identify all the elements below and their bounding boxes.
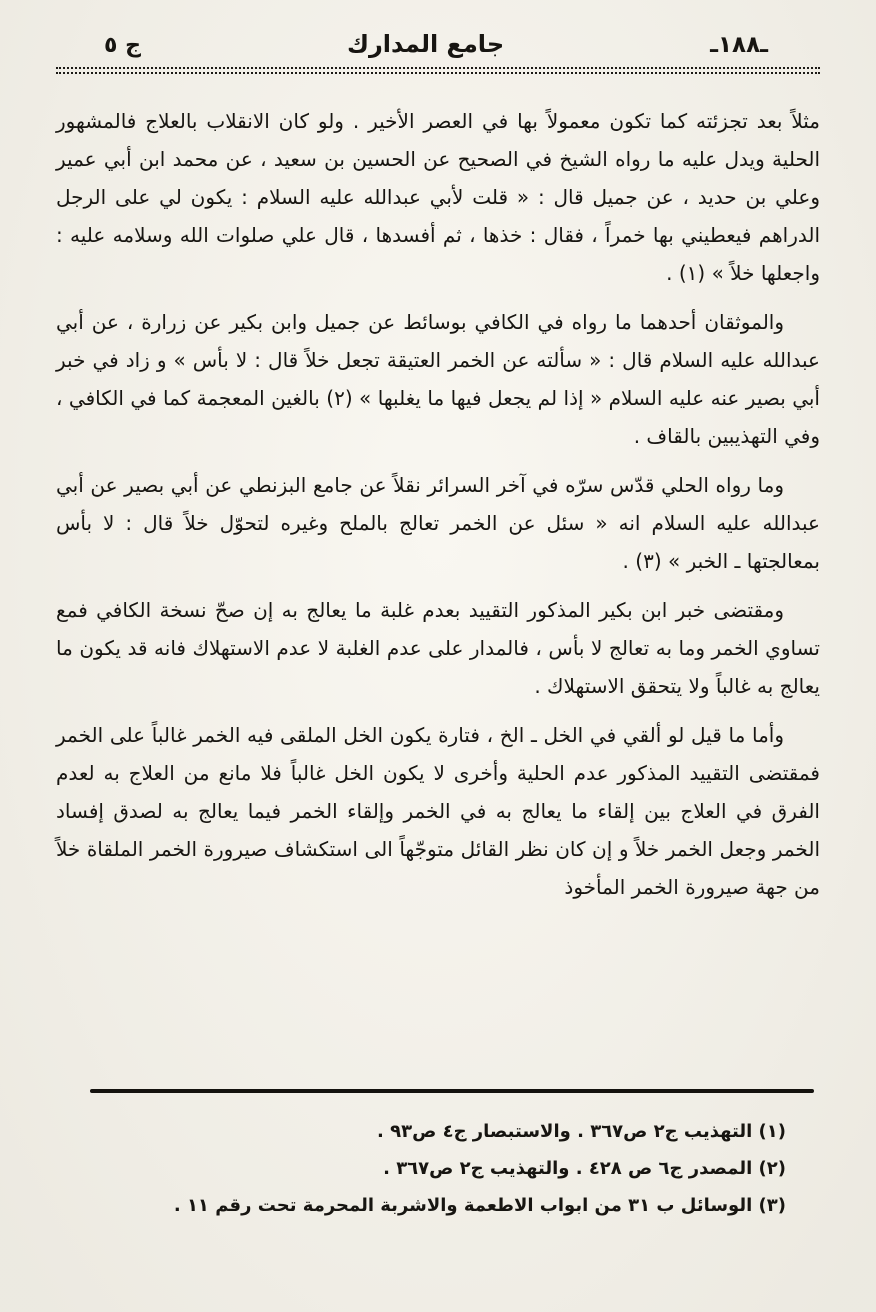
page-body xyxy=(56,102,820,917)
footnote-separator-rule xyxy=(90,1089,814,1093)
header-double-rule xyxy=(56,67,820,74)
page-number: ـ١٨٨ـ xyxy=(710,32,768,58)
volume-label: ج ٥ xyxy=(104,33,141,58)
paragraph-3: وما رواه الحلي قدّس سرّه في آخر السرائر نقلاً عن جامع البزنطي عن أبي بصير عن أبي عبدالله عليه السلام انه « سئل عن الخمر تعالج بالملح وغيره لتحوّل خلاً قال : لا بأس بمعالجتها ـ الخبر » (٣) . xyxy=(56,473,820,573)
book-title: جامع المدارك xyxy=(346,30,505,58)
page-header xyxy=(56,30,820,58)
footnote-1: (١) التهذيب ج٢ ص٣٦٧ . والاستبصار ج٤ ص٩٣ . xyxy=(376,1121,786,1142)
footnote-block xyxy=(56,1089,820,1312)
paragraph-5: وأما ما قيل لو ألقي في الخل ـ الخ ، فتارة يكون الخل الملقى فيه الخمر غالباً على الخمر فمقتضى التقييد المذكور عدم الحلية وأخرى لا يكون الخل غالباً فلا مانع من العلاج به لعدم الفرق في العلاج بين إلقاء ما يعالج به في الخمر وإلقاء الخمر فيما يعالج به لصدق إفساد الخمر وجعل الخمر خلاً و إن كان نظر القائل متوجّهاً الى استكشاف صيرورة الخمر الملقاة خلاً من جهة صيرورة الخمر المأخوذ xyxy=(56,723,820,899)
paragraph-2: والموثقان أحدهما ما رواه في الكافي بوسائط عن جميل وابن بكير عن زرارة ، عن أبي عبدالله عليه السلام قال : « سألته عن الخمر العتيقة تجعل خلاً قال : لا بأس » و زاد في خبر أبي بصير عنه عليه السلام « إذا لم يجعل فيها ما يغلبها » (٢) بالغين المعجمة كما في الكافي ، وفي التهذيبين بالقاف . xyxy=(56,310,820,448)
footnote-3: (٣) الوسائل ب ٣١ من ابواب الاطعمة والاشربة المحرمة تحت رقم ١١ . xyxy=(173,1195,786,1216)
paragraph-4: ومقتضى خبر ابن بكير المذكور التقييد بعدم غلبة ما يعالج به إن صحّ نسخة الكافي فمع تساوي الخمر وما به تعالج لا بأس ، فالمدار على عدم الغلبة لا عدم الاستهلاك فانه قد يكون ما يعالج به غالباً ولا يتحقق الاستهلاك . xyxy=(56,598,820,698)
footnotes xyxy=(56,1113,820,1224)
footnote-2: (٢) المصدر ج٦ ص ٤٢٨ . والتهذيب ج٢ ص٣٦٧ . xyxy=(383,1158,786,1179)
paragraph-1: مثلاً بعد تجزئته كما تكون معمولاً بها في العصر الأخير . ولو كان الانقلاب بالعلاج فالمشهور الحلية ويدل عليه ما رواه الشيخ في الصحيح عن الحسين بن سعيد ، عن محمد ابن أبي عمير وعلي بن حديد ، عن جميل قال : « قلت لأبي عبدالله عليه السلام : يكون لي على الرجل الدراهم فيعطيني بها خمراً ، فقال : خذها ، ثم أفسدها ، قال علي صلوات الله وسلامه عليه : واجعلها خلاً » (١) . xyxy=(56,109,820,285)
